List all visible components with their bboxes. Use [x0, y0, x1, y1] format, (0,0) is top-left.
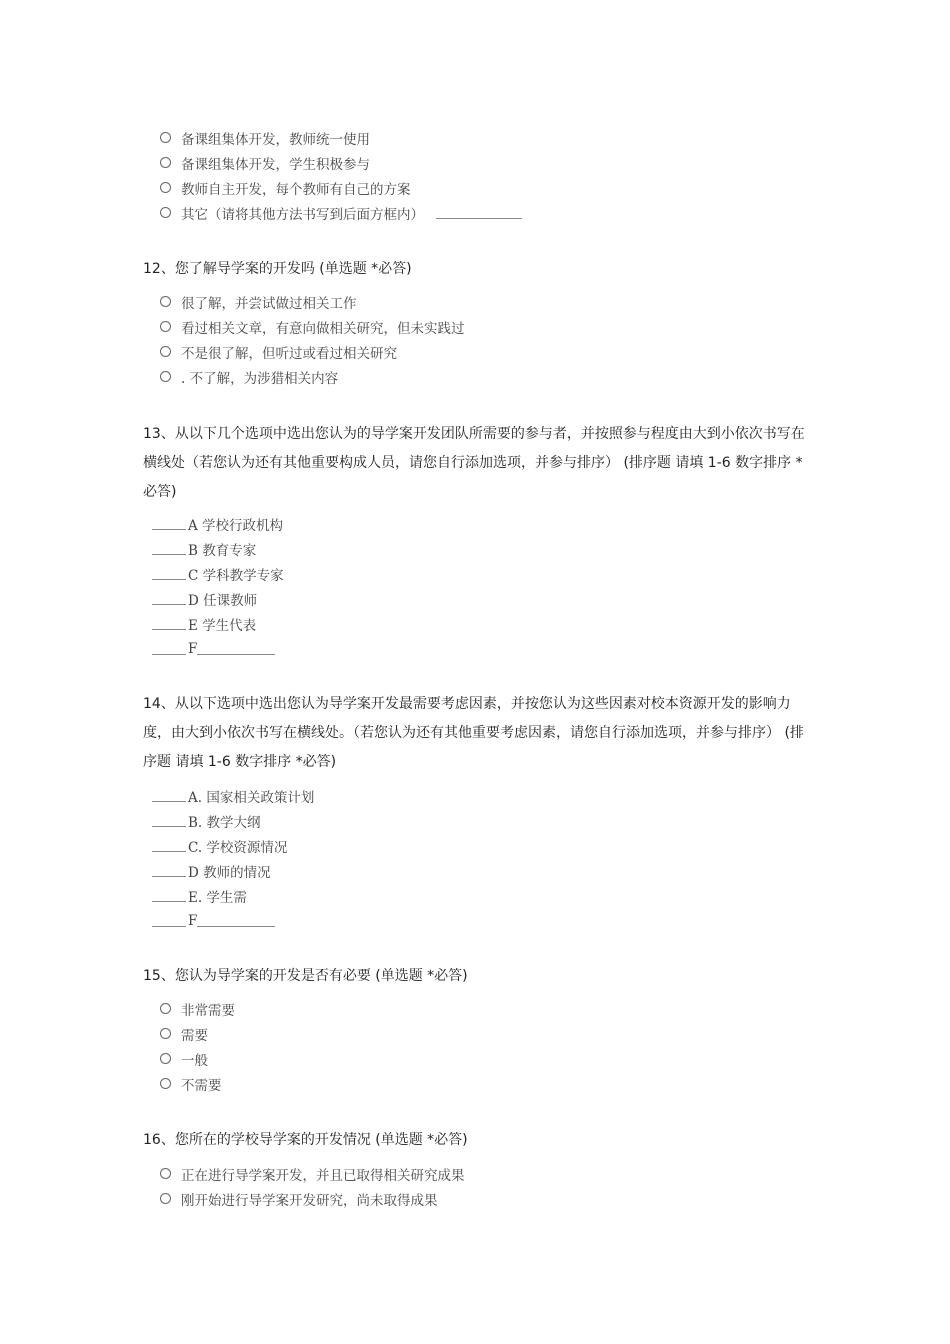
radio-icon[interactable] — [160, 1078, 171, 1089]
rank-blank[interactable] — [152, 814, 186, 827]
rank-blank[interactable] — [152, 864, 186, 877]
q15-option-3[interactable]: 一般 — [160, 1046, 235, 1071]
q11-option-4[interactable]: 其它（请将其他方法书写到后面方框内） — [160, 200, 522, 225]
q13-rank-item[interactable]: A 学校行政机构 — [152, 511, 284, 536]
rank-blank[interactable] — [152, 567, 186, 580]
rank-blank[interactable] — [152, 889, 186, 902]
rank-blank[interactable] — [152, 914, 186, 927]
q16-option-2[interactable]: 刚开始进行导学案开发研究，尚未取得成果 — [160, 1186, 465, 1211]
q11-option-3[interactable]: 教师自主开发，每个教师有自己的方案 — [160, 175, 522, 200]
q12-title: 12、您了解导学案的开发吗 (单选题 *必答) — [143, 261, 412, 277]
q13-rank-item[interactable]: C 学科教学专家 — [152, 561, 284, 586]
q15-title: 15、您认为导学案的开发是否有必要 (单选题 *必答) — [143, 968, 468, 984]
q16-option-1[interactable]: 正在进行导学案开发，并且已取得相关研究成果 — [160, 1161, 465, 1186]
q15-option-4[interactable]: 不需要 — [160, 1071, 235, 1096]
rank-blank[interactable] — [152, 517, 186, 530]
q13-title: 13、从以下几个选项中选出您认为的导学案开发团队所需要的参与者，并按照参与程度由大到小依次书写在横线处（若您认为还有其他重要构成人员，请您自行添加选项，并参与排序） (排序题 请填 1-6 数字排序 *必答) — [143, 426, 805, 500]
q12-option-4[interactable]: . 不了解，为涉猎相关内容 — [160, 364, 465, 389]
q14-title: 14、从以下选项中选出您认为导学案开发最需要考虑因素，并按您认为这些因素对校本资源开发的影响力度，由大到小依次书写在横线处。（若您认为还有其他重要考虑因素，请您自行添加选项，并参与排序） (排序题 请填 1-6 数字排序 *必答) — [143, 696, 804, 770]
custom-option-blank[interactable] — [197, 914, 275, 927]
radio-icon[interactable] — [160, 346, 171, 357]
radio-icon[interactable] — [160, 296, 171, 307]
q15-option-1[interactable]: 非常需要 — [160, 996, 235, 1021]
rank-blank[interactable] — [152, 839, 186, 852]
radio-icon[interactable] — [160, 1193, 171, 1204]
q14-rank-list — [152, 783, 314, 933]
q14-rank-item[interactable]: A. 国家相关政策计划 — [152, 783, 314, 808]
rank-blank[interactable] — [152, 542, 186, 555]
q11-option-2[interactable]: 备课组集体开发，学生积极参与 — [160, 150, 522, 175]
q14-rank-item[interactable]: E. 学生需 — [152, 883, 314, 908]
q16-options — [160, 1161, 465, 1211]
radio-icon[interactable] — [160, 1003, 171, 1014]
q14-rank-item[interactable]: B. 教学大纲 — [152, 808, 314, 833]
radio-icon[interactable] — [160, 1053, 171, 1064]
radio-icon[interactable] — [160, 321, 171, 332]
rank-blank[interactable] — [152, 789, 186, 802]
radio-icon[interactable] — [160, 1168, 171, 1179]
q13-rank-item[interactable]: F — [152, 636, 284, 661]
q12-option-2[interactable]: 看过相关文章，有意向做相关研究，但未实践过 — [160, 314, 465, 339]
q12-option-1[interactable]: 很了解，并尝试做过相关工作 — [160, 289, 465, 314]
rank-blank[interactable] — [152, 617, 186, 630]
radio-icon[interactable] — [160, 132, 171, 143]
radio-icon[interactable] — [160, 1028, 171, 1039]
radio-icon[interactable] — [160, 182, 171, 193]
radio-icon[interactable] — [160, 207, 171, 218]
other-text-blank[interactable] — [436, 206, 522, 219]
custom-option-blank[interactable] — [197, 642, 275, 655]
radio-icon[interactable] — [160, 157, 171, 168]
q13-rank-item[interactable]: D 任课教师 — [152, 586, 284, 611]
q13-rank-item[interactable]: E 学生代表 — [152, 611, 284, 636]
q15-options — [160, 996, 235, 1096]
q13-rank-item[interactable]: B 教育专家 — [152, 536, 284, 561]
q11-options — [160, 125, 522, 225]
rank-blank[interactable] — [152, 642, 186, 655]
q13-rank-list — [152, 511, 284, 661]
q14-rank-item[interactable]: D 教师的情况 — [152, 858, 314, 883]
q11-option-1[interactable]: 备课组集体开发，教师统一使用 — [160, 125, 522, 150]
q12-options — [160, 289, 465, 389]
q12-option-3[interactable]: 不是很了解，但听过或看过相关研究 — [160, 339, 465, 364]
q16-title: 16、您所在的学校导学案的开发情况 (单选题 *必答) — [143, 1132, 468, 1148]
q15-option-2[interactable]: 需要 — [160, 1021, 235, 1046]
radio-icon[interactable] — [160, 371, 171, 382]
rank-blank[interactable] — [152, 592, 186, 605]
q14-rank-item[interactable]: C. 学校资源情况 — [152, 833, 314, 858]
q14-rank-item[interactable]: F — [152, 908, 314, 933]
